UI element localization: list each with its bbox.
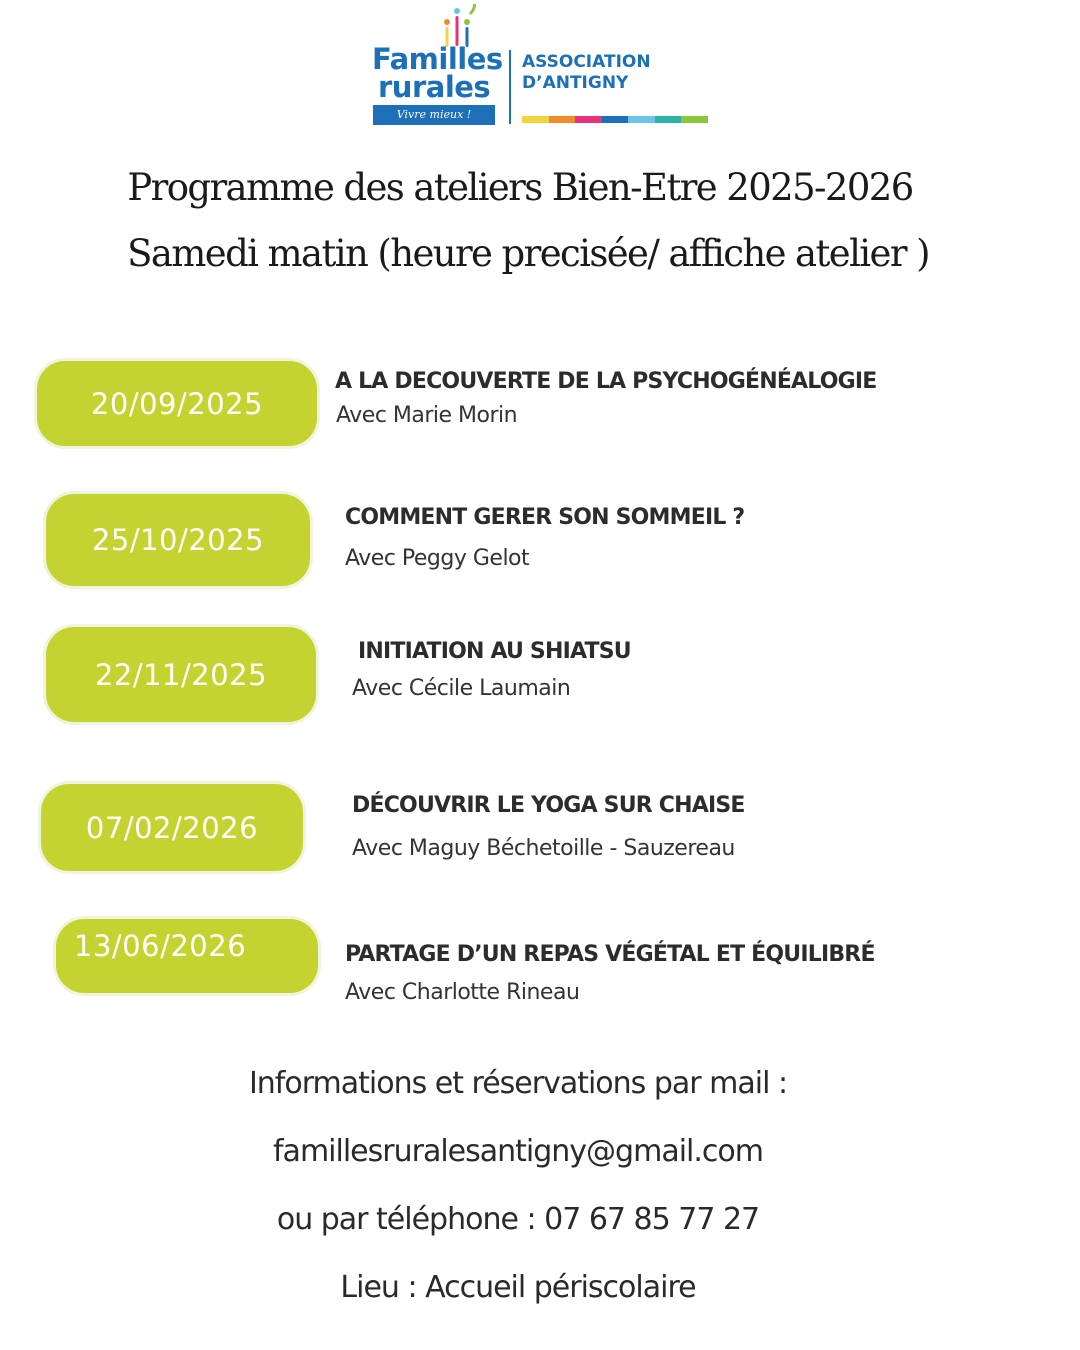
contact-info-heading: Informations et réservations par mail : [248,1066,788,1101]
association-line1: ASSOCIATION [522,52,651,72]
event-title: PARTAGE D’UN REPAS VÉGÉTAL ET ÉQUILIBRÉ [345,942,875,967]
event-title: A LA DECOUVERTE DE LA PSYCHOGÉNÉALOGIE [335,369,877,394]
association-line2: D’ANTIGNY [522,73,629,93]
brand-name-line2: rurales [378,70,491,104]
event-host: Avec Maguy Béchetoille - Sauzereau [352,836,735,861]
page-subtitle: Samedi matin (heure precisée/ affiche atelier ) [127,232,929,275]
association-name [522,52,651,94]
event-date-badge: 22/11/2025 [46,627,316,722]
event-title: COMMENT GERER SON SOMMEIL ? [345,505,745,530]
event-date-badge: 20/09/2025 [37,361,317,446]
familles-rurales-logo [368,4,713,124]
color-bar-segment [602,116,629,123]
event-host: Avec Cécile Laumain [352,676,571,701]
event-title: DÉCOUVRIR LE YOGA SUR CHAISE [352,793,745,818]
event-title: INITIATION AU SHIATSU [358,639,631,664]
color-bar-segment [575,116,602,123]
event-date-badge: 07/02/2026 [41,784,303,871]
color-bar-segment [549,116,576,123]
event-host: Avec Charlotte Rineau [345,980,580,1005]
contact-phone[interactable]: ou par téléphone : 07 67 85 77 27 [276,1202,760,1237]
event-date-badge: 25/10/2025 [46,494,310,586]
brand-color-bar [522,116,708,123]
event-host: Avec Peggy Gelot [345,546,530,571]
color-bar-segment [681,116,708,123]
logo-divider [509,50,511,124]
brand-tagline: Vivre mieux ! [373,105,495,125]
event-location: Lieu : Accueil périscolaire [340,1270,696,1305]
color-bar-segment [628,116,655,123]
page-title: Programme des ateliers Bien-Etre 2025-2026 [127,166,913,209]
color-bar-segment [655,116,682,123]
contact-email[interactable]: famillesruralesantigny@gmail.com [273,1134,763,1169]
event-host: Avec Marie Morin [336,403,518,428]
brand-name-line1: Familles [372,42,503,76]
event-date-badge: 13/06/2026 [56,919,318,993]
color-bar-segment [522,116,549,123]
